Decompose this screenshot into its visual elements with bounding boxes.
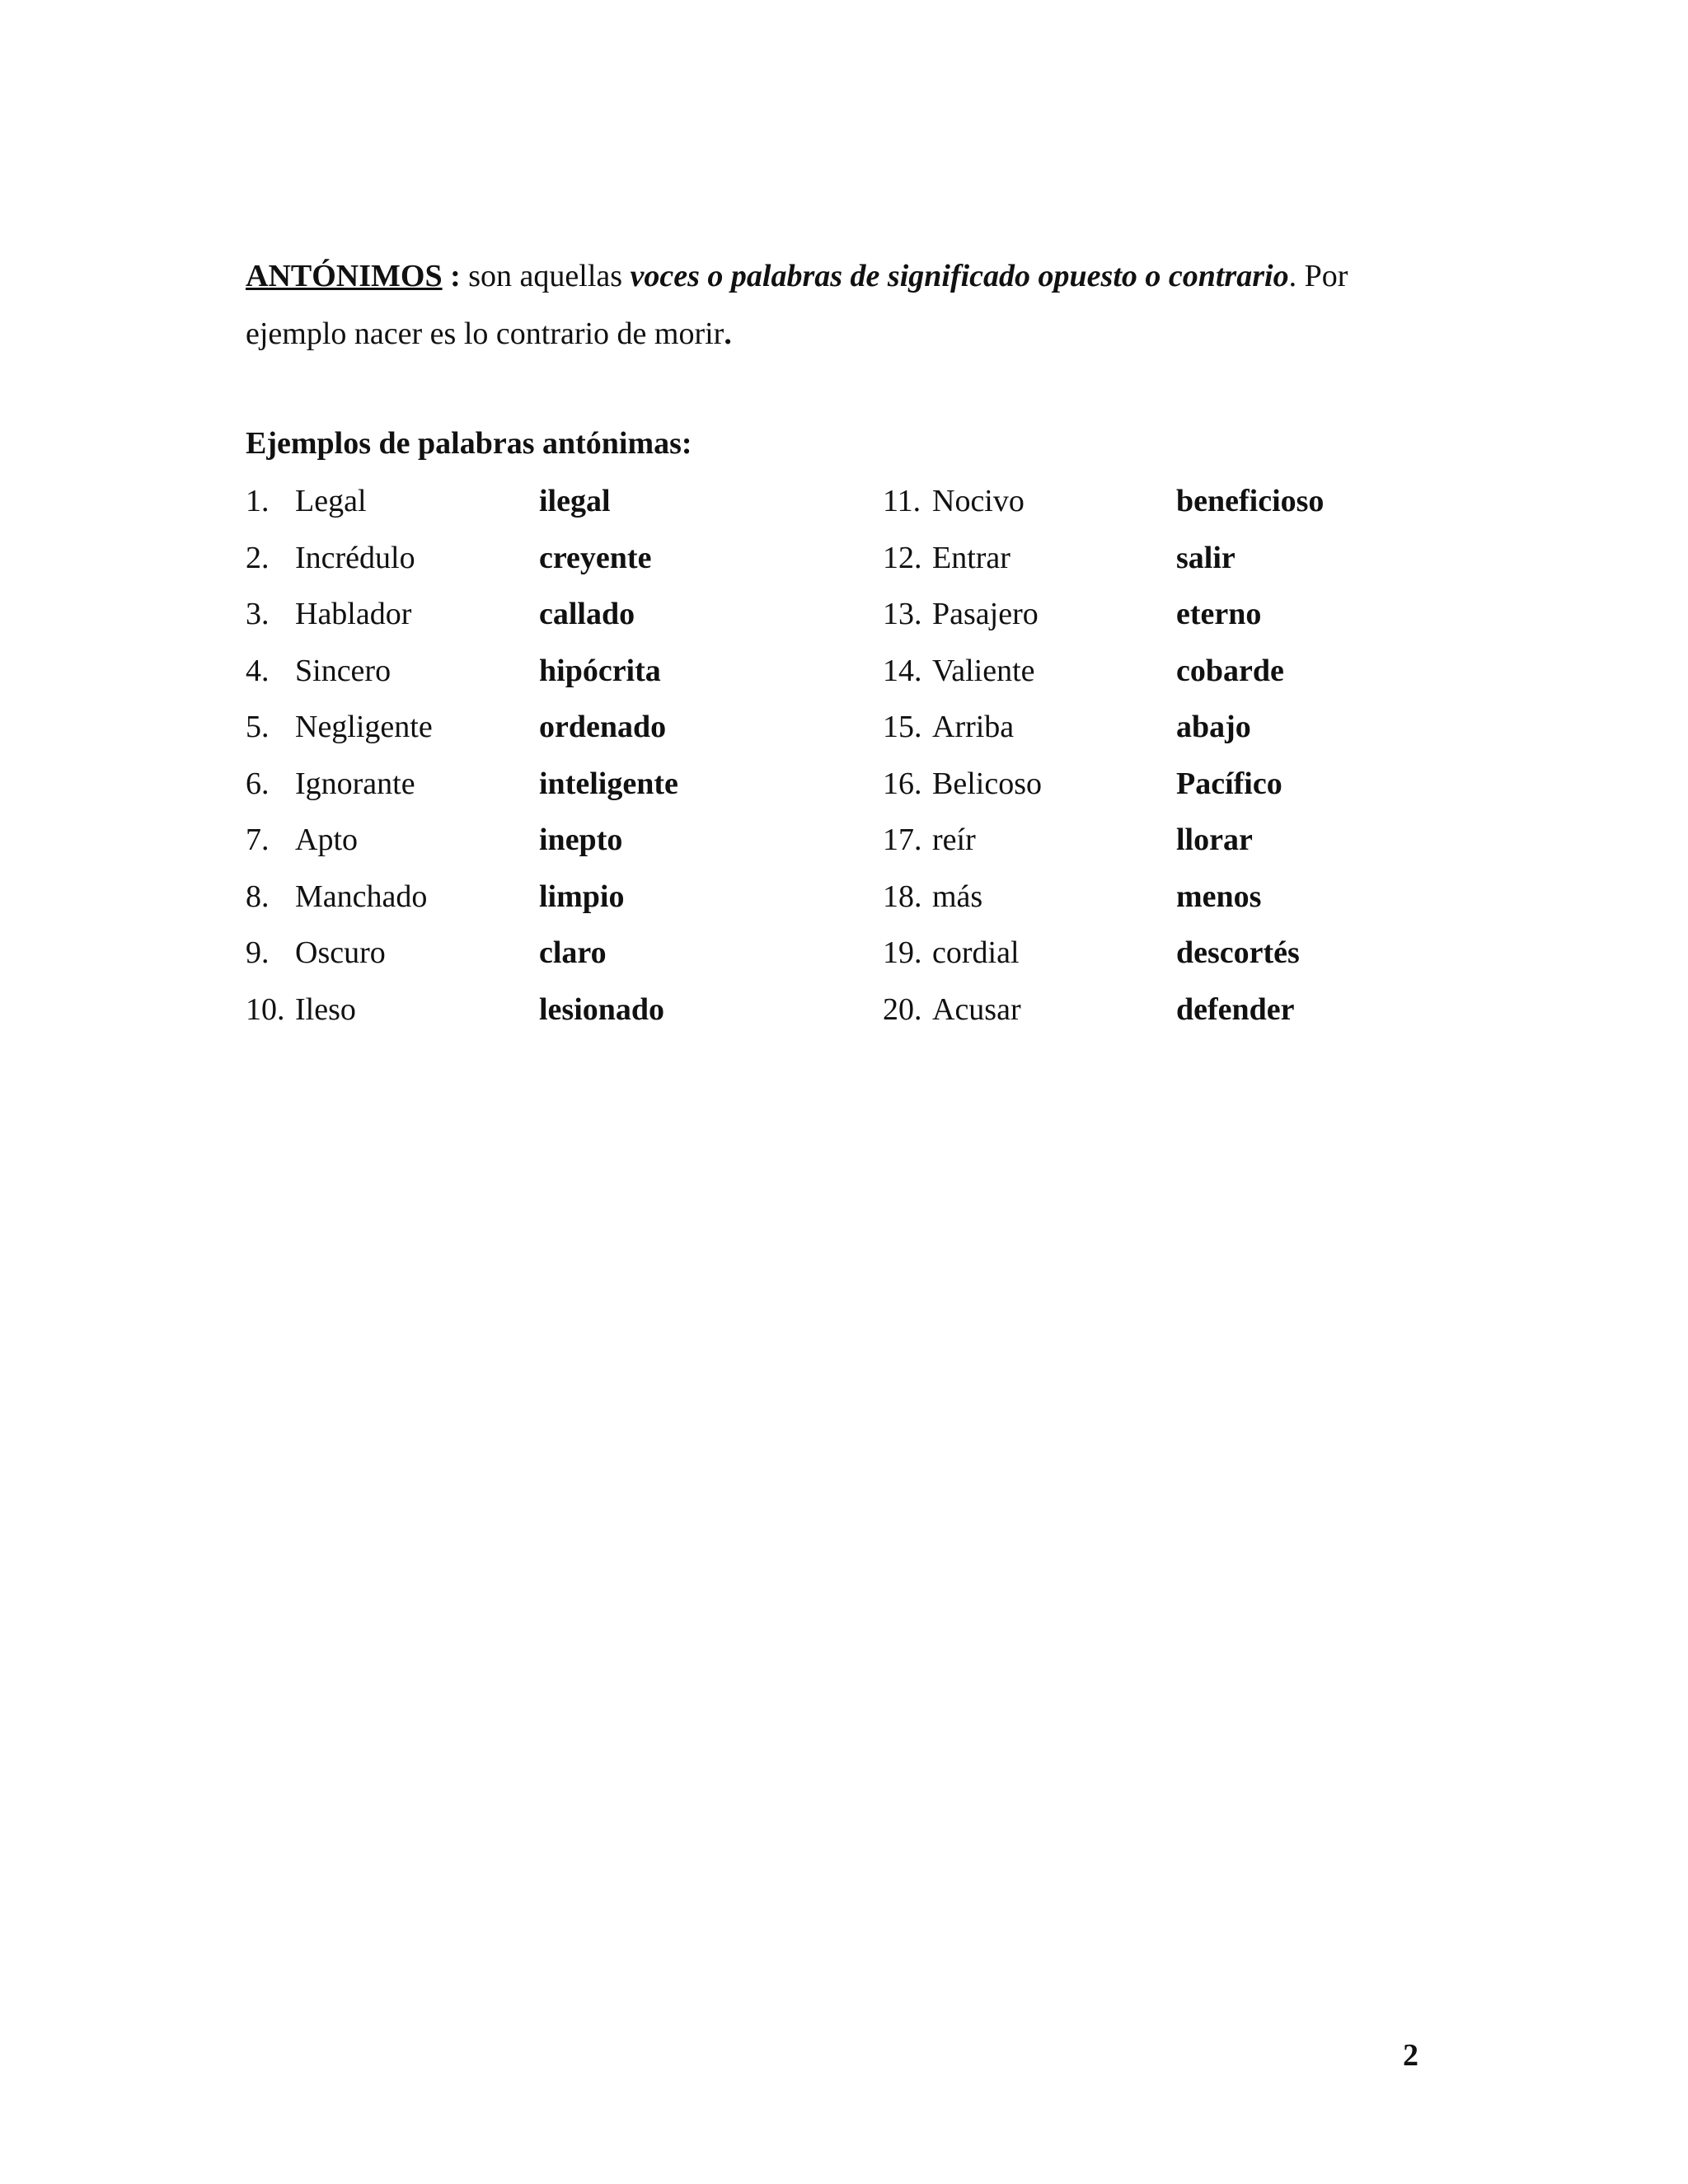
pair-number: 15. [883,710,922,744]
pair-antonym: inepto [539,823,623,857]
pair-word: Belicoso [932,766,1042,801]
pair-word: Negligente [295,710,433,744]
pair-antonym: hipócrita [539,654,661,688]
pair-antonym: salir [1176,541,1236,575]
pair-antonym: llorar [1176,823,1253,857]
pair-word: Valiente [932,654,1035,688]
pair-antonym: cobarde [1176,654,1284,688]
pair-number: 4. [246,654,270,688]
pair-antonym: claro [539,935,607,970]
definition-text-1: son aquellas [460,259,631,293]
pair-number: 12. [883,541,922,575]
definition-colon: : [442,259,461,293]
pair-antonym: limpio [539,879,625,914]
pair-word: Sincero [295,654,392,688]
pair-number: 20. [883,992,922,1027]
pair-word: Pasajero [932,597,1039,631]
definition-paragraph [246,247,1432,363]
pair-number: 1. [246,484,270,518]
pair-number: 6. [246,766,270,801]
pair-antonym: menos [1176,879,1262,914]
pair-antonym: ilegal [539,484,611,518]
page-number: 2 [1403,2038,1418,2073]
pair-number: 13. [883,597,922,631]
pair-word: reír [932,823,976,857]
pair-word: Oscuro [295,935,386,970]
pair-word: cordial [932,935,1020,970]
pair-number: 9. [246,935,270,970]
pair-number: 18. [883,879,922,914]
pair-antonym: inteligente [539,766,678,801]
pair-number: 2. [246,541,270,575]
pair-antonym: Pacífico [1176,766,1282,801]
pair-word: más [932,879,983,914]
pair-antonym: lesionado [539,992,665,1027]
definition-term: ANTÓNIMOS [246,259,443,293]
pair-number: 16. [883,766,922,801]
pair-word: Manchado [295,879,428,914]
pair-number: 11. [883,484,921,518]
pair-word: Arriba [932,710,1015,744]
pair-word: Acusar [932,992,1021,1027]
pair-word: Hablador [295,597,412,631]
pair-number: 7. [246,823,270,857]
pair-antonym: beneficioso [1176,484,1325,518]
pair-number: 8. [246,879,270,914]
pair-antonym: defender [1176,992,1295,1027]
pair-number: 5. [246,710,270,744]
pair-number: 19. [883,935,922,970]
pair-antonym: ordenado [539,710,667,744]
pair-word: Ignorante [295,766,415,801]
definition-emphasis: voces o palabras de significado opuesto o contrario [630,259,1289,293]
pair-word: Incrédulo [295,541,415,575]
pair-antonym: callado [539,597,635,631]
pair-word: Legal [295,484,367,518]
pair-number: 17. [883,823,922,857]
definition-final-period: . [724,316,732,351]
definition-text-2: . Por ejemplo nacer es lo contrario de morir [246,259,1348,351]
examples-heading: Ejemplos de palabras antónimas: [246,426,692,461]
pair-number: 14. [883,654,922,688]
pair-antonym: creyente [539,541,652,575]
pair-number: 10. [246,992,285,1027]
pair-antonym: abajo [1176,710,1251,744]
pair-number: 3. [246,597,270,631]
pair-word: Nocivo [932,484,1025,518]
pair-word: Ileso [295,992,356,1027]
pair-antonym: eterno [1176,597,1262,631]
pair-word: Apto [295,823,358,857]
pair-word: Entrar [932,541,1010,575]
pair-antonym: descortés [1176,935,1300,970]
